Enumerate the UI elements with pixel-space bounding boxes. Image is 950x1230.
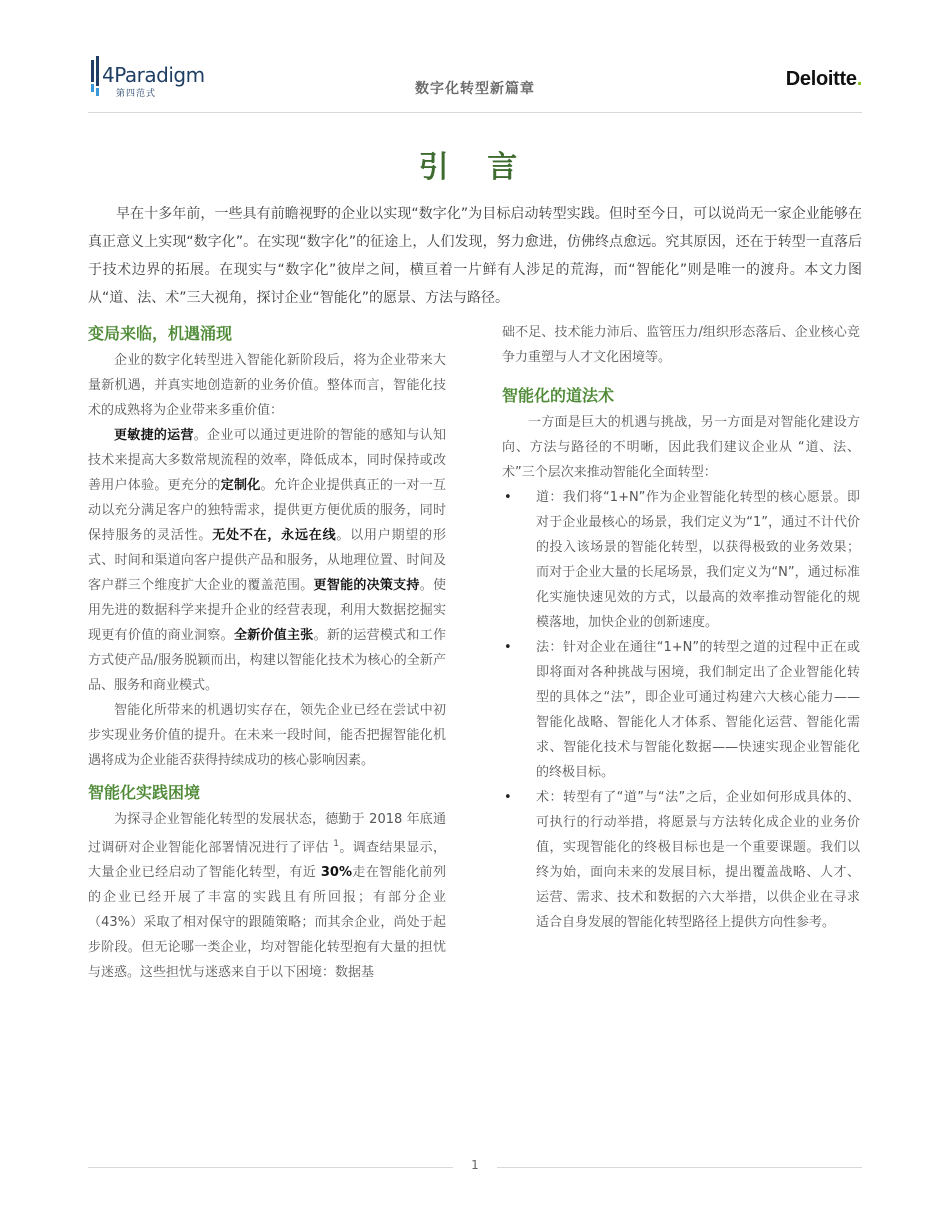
paragraph-continued: 础不足、技术能力沛后、监管压力/组织形态落后、企业核心竞争力重塑与人才文化困境等。	[502, 325, 860, 365]
bullet-dot-icon: •	[504, 790, 512, 805]
section-heading-challenges: 智能化实践困境	[88, 783, 201, 802]
list-item: • 法：针对企业在通往“1+N”的转型之道的过程中正在或即将面对各种挑战与困境，我们制定出了企业智能化转型的具体之“法”，即企业可通过构建六大核心能力——智能化战略、智能化人才体系、智能化运营、智能化需求、智能化技术与智能化数据——快速实现企业智能化的终极目标。	[502, 635, 860, 785]
right-column	[502, 320, 860, 935]
page-footer	[88, 1158, 862, 1176]
left-column	[88, 320, 446, 985]
section-heading-opportunities: 变局来临，机遇涌现	[88, 324, 233, 343]
intro-paragraph: 早在十多年前，一些具有前瞻视野的企业以实现“数字化”为目标启动转型实践。但时至今日，可以说尚无一家企业能够在真正意义上实现“数字化”。在实现“数字化”的征途上，人们发现，努力愈进，仿佛终点愈远。究其原因，还在于转型一直落后于技术边界的拓展。在现实与“数字化”彼岸之间，横亘着一片鲜有人涉足的荒海，而“智能化”则是唯一的渡舟。本文力图从“道、法、术”三大视角，探讨企业“智能化”的愿景、方法与路径。	[88, 206, 862, 306]
page-header	[88, 50, 862, 113]
footnote-ref: 1	[333, 839, 339, 849]
logo-subtitle: 第四范式	[116, 89, 157, 99]
page-title: 引 言	[418, 150, 532, 185]
paragraph: 企业的数字化转型进入智能化新阶段后，将为企业带来大量新机遇，并真实地创造新的业务价值。整体而言，智能化技术的成熟将为企业带来多重价值：	[88, 353, 446, 418]
list-item: • 道：我们将“1+N”作为企业智能化转型的核心愿景。即对于企业最核心的场景，我们定义为“1”，通过不计代价的投入该场景的智能化转型，以获得极致的业务效果；而对于企业大量的长尾场景，我们定义为“N”，通过标准化实施快速见效的方式，以最高的效率推动智能化的规模落地，加快企业的创新速度。	[502, 485, 860, 635]
bullet-dot-icon: •	[504, 640, 512, 655]
deloitte-logo: Deloitte.	[785, 68, 862, 90]
list-item: • 术：转型有了“道”与“法”之后，企业如何形成具体的、可执行的行动举措，将愿景与方法转化成企业的业务价值，实现智能化的终极目标也是一个重要课题。我们以终为始，面向未来的发展目标，提出覆盖战略、人才、运营、需求、技术和数据的六大举措，以供企业在寻求适合自身发展的智能化转型路径上提供方向性参考。	[502, 785, 860, 935]
logo-word: 4Paradigm	[102, 63, 205, 87]
paragraph: 一方面是巨大的机遇与挑战，另一方面是对智能化建设方向、方法与路径的不明晰，因此我们建议企业从 “道、法、术”三个层次来推动智能化全面转型：	[502, 415, 860, 480]
section-heading-dao-fa-shu: 智能化的道法术	[502, 386, 615, 405]
bullet-list	[502, 485, 860, 935]
paragraph: 智能化所带来的机遇切实存在，领先企业已经在尝试中初步实现业务价值的提升。在未来一段时间，能否把握智能化机遇将成为企业能否获得持续成功的核心影响因素。	[88, 703, 446, 768]
footer-rule	[497, 1167, 862, 1168]
bullet-dot-icon: •	[504, 490, 512, 505]
page-number: 1	[471, 1158, 479, 1172]
paragraph: 为探寻企业智能化转型的发展状态，德勤于 2018 年底通过调研对企业智能化部署情况进行了评估 $^1$。调查结果显示，大量企业已经启动了智能化转型，有近 30%走在智能化前列的企业已经开展了丰富的实践且有所回报；有部分企业（43%）采取了相对保守的跟随策略；而其余企业，尚处于起步阶段。但无论哪一类企业，均对智能化转型抱有大量的担忧与迷惑。这些担忧与迷惑来自于以下困境：数据基	[88, 812, 446, 981]
paragraph: 更敏捷的运营。企业可以通过更进阶的智能的感知与认知技术来提高大多数常规流程的效率，降低成本，同时保持或改善用户体验。更充分的定制化。允许企业提供真正的一对一互动以充分满足客户的独特需求，提供更方便优质的服务，同时保持服务的灵活性。无处不在，永远在线。以用户期望的形式、时间和渠道向客户提供产品和服务，从地理位置、时间及客户群三个维度扩大企业的覆盖范围。更智能的决策支持。使用先进的数据科学来提升企业的经营表现，利用大数据挖掘实现更有价值的商业洞察。全新价值主张。新的运营模式和工作方式使产品/服务脱颖而出，构建以智能化技术为核心的全新产品、服务和商业模式。	[88, 428, 446, 693]
header-title: 数字化转型新篇章	[415, 81, 535, 97]
